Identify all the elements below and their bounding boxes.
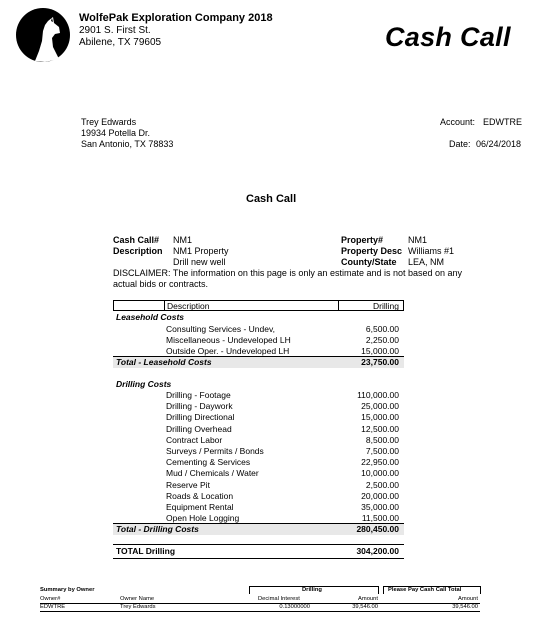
property-desc-label: Property Desc — [341, 246, 403, 256]
date-value: 06/24/2018 — [476, 139, 522, 149]
company-name: WolfePak Exploration Company 2018 — [79, 12, 273, 24]
cost-table-header — [113, 300, 404, 311]
line-item-description: Drilling - Footage — [166, 390, 231, 400]
document-heading: Cash Call — [385, 22, 511, 52]
drilling-total-label: Total - Drilling Costs — [116, 524, 199, 534]
cash-call-label: Cash Call# — [113, 235, 160, 245]
summary-col-amount: Amount — [358, 596, 378, 602]
cash-call-value: NM1 — [173, 235, 193, 245]
line-item-amount: 25,000.00 — [361, 401, 399, 412]
line-item-description: Miscellaneous - Undeveloped LH — [166, 335, 291, 345]
summary-title: Summary by Owner — [40, 587, 95, 593]
line-item-amount: 8,500.00 — [365, 434, 399, 445]
line-item-description: Open Hole Logging — [166, 513, 240, 524]
line-item-amount: 10,000.00 — [361, 468, 399, 479]
date-label: Date: — [449, 139, 471, 149]
disclaimer-line1: DISCLAIMER: The information on this page is only an estimate and is not based on any — [113, 268, 463, 278]
line-item-description: Roads & Location — [166, 490, 234, 501]
recipient-name: Trey Edwards — [81, 117, 137, 127]
summary-row-amount: 39,546.00 — [352, 604, 378, 610]
company-address2: Abilene, TX 79605 — [79, 37, 162, 48]
line-item-amount: 11,500.00 — [361, 513, 399, 524]
drilling-section-title: Drilling Costs — [116, 379, 172, 389]
property-value: NM1 — [408, 235, 428, 245]
grand-total-rule-top — [113, 544, 404, 545]
county-state-value: LEA, NM — [408, 257, 445, 267]
line-item-amount: 20,000.00 — [361, 490, 399, 501]
description-value2: Drill new well — [173, 257, 226, 267]
line-item-description: Consulting Services - Undev, — [166, 324, 275, 334]
wolfepak-logo — [15, 7, 71, 63]
grand-total-amount: 304,200.00 — [356, 546, 399, 556]
summary-row-amount2: 39,546.00 — [452, 604, 478, 610]
line-item-amount: 35,000.00 — [361, 502, 399, 512]
summary-col-decimal: Decimal Interest — [258, 596, 300, 602]
column-drilling: Drilling — [373, 301, 399, 311]
line-item-description: Surveys / Permits / Bonds — [166, 446, 264, 456]
summary-row-owner-name: Trey Edwards — [120, 604, 156, 610]
summary-row-owner: EDWTRE — [40, 604, 66, 610]
line-item-description: Reserve Pit — [166, 479, 210, 490]
line-item-amount: 15,000.00 — [361, 412, 399, 423]
company-address1: 2901 S. First St. — [79, 25, 151, 36]
property-desc-value: Williams #1 — [408, 246, 455, 256]
column-description: Description — [167, 301, 210, 311]
recipient-address2: San Antonio, TX 78833 — [81, 139, 174, 149]
leasehold-section-title: Leasehold Costs — [116, 312, 185, 322]
summary-drilling-header: Drilling — [302, 587, 322, 593]
line-item-description: Drilling - Daywork — [166, 401, 233, 412]
leasehold-total-label: Total - Leasehold Costs — [116, 357, 212, 367]
line-item-description: Mud / Chemicals / Water — [166, 468, 259, 479]
description-label: Description — [113, 246, 163, 256]
account-label: Account: — [440, 117, 476, 127]
grand-total-label: TOTAL Drilling — [116, 546, 176, 556]
line-item-amount: 110,000.00 — [357, 390, 399, 400]
summary-row-rule — [40, 611, 480, 612]
summary-col-owner-name: Owner Name — [120, 596, 155, 602]
line-item-description: Outside Oper. - Undeveloped LH — [166, 346, 290, 356]
line-item-amount: 2,500.00 — [365, 479, 399, 490]
line-item-amount: 2,250.00 — [365, 335, 399, 345]
line-item-description: Contract Labor — [166, 434, 223, 445]
line-item-amount: 12,500.00 — [361, 423, 399, 434]
line-item-amount: 7,500.00 — [365, 446, 399, 456]
line-item-amount: 6,500.00 — [365, 324, 399, 334]
summary-col-owner: Owner# — [40, 596, 61, 602]
line-item-description: Equipment Rental — [166, 502, 234, 512]
line-item-description: Drilling Directional — [166, 412, 235, 423]
grand-total-rule-bottom — [113, 558, 404, 559]
property-label: Property# — [341, 235, 384, 245]
leasehold-total-amount: 23,750.00 — [361, 357, 399, 367]
summary-pay-header: Please Pay Cash Call Total — [388, 587, 462, 593]
recipient-address1: 19934 Potella Dr. — [81, 128, 151, 138]
county-state-label: County/State — [341, 257, 397, 267]
drilling-total-amount: 280,450.00 — [356, 524, 399, 534]
line-item-description: Drilling Overhead — [166, 423, 232, 434]
account-value: EDWTRE — [483, 117, 522, 127]
line-item-amount: 15,000.00 — [361, 346, 399, 356]
description-value1: NM1 Property — [173, 246, 229, 256]
document-title: Cash Call — [246, 193, 297, 205]
disclaimer-line2: actual bids or contracts. — [113, 279, 209, 289]
line-item-amount: 22,950.00 — [361, 457, 399, 468]
summary-col-amount2: Amount — [458, 596, 478, 602]
summary-row-decimal: 0.13000000 — [279, 604, 310, 610]
line-item-description: Cementing & Services — [166, 457, 251, 468]
